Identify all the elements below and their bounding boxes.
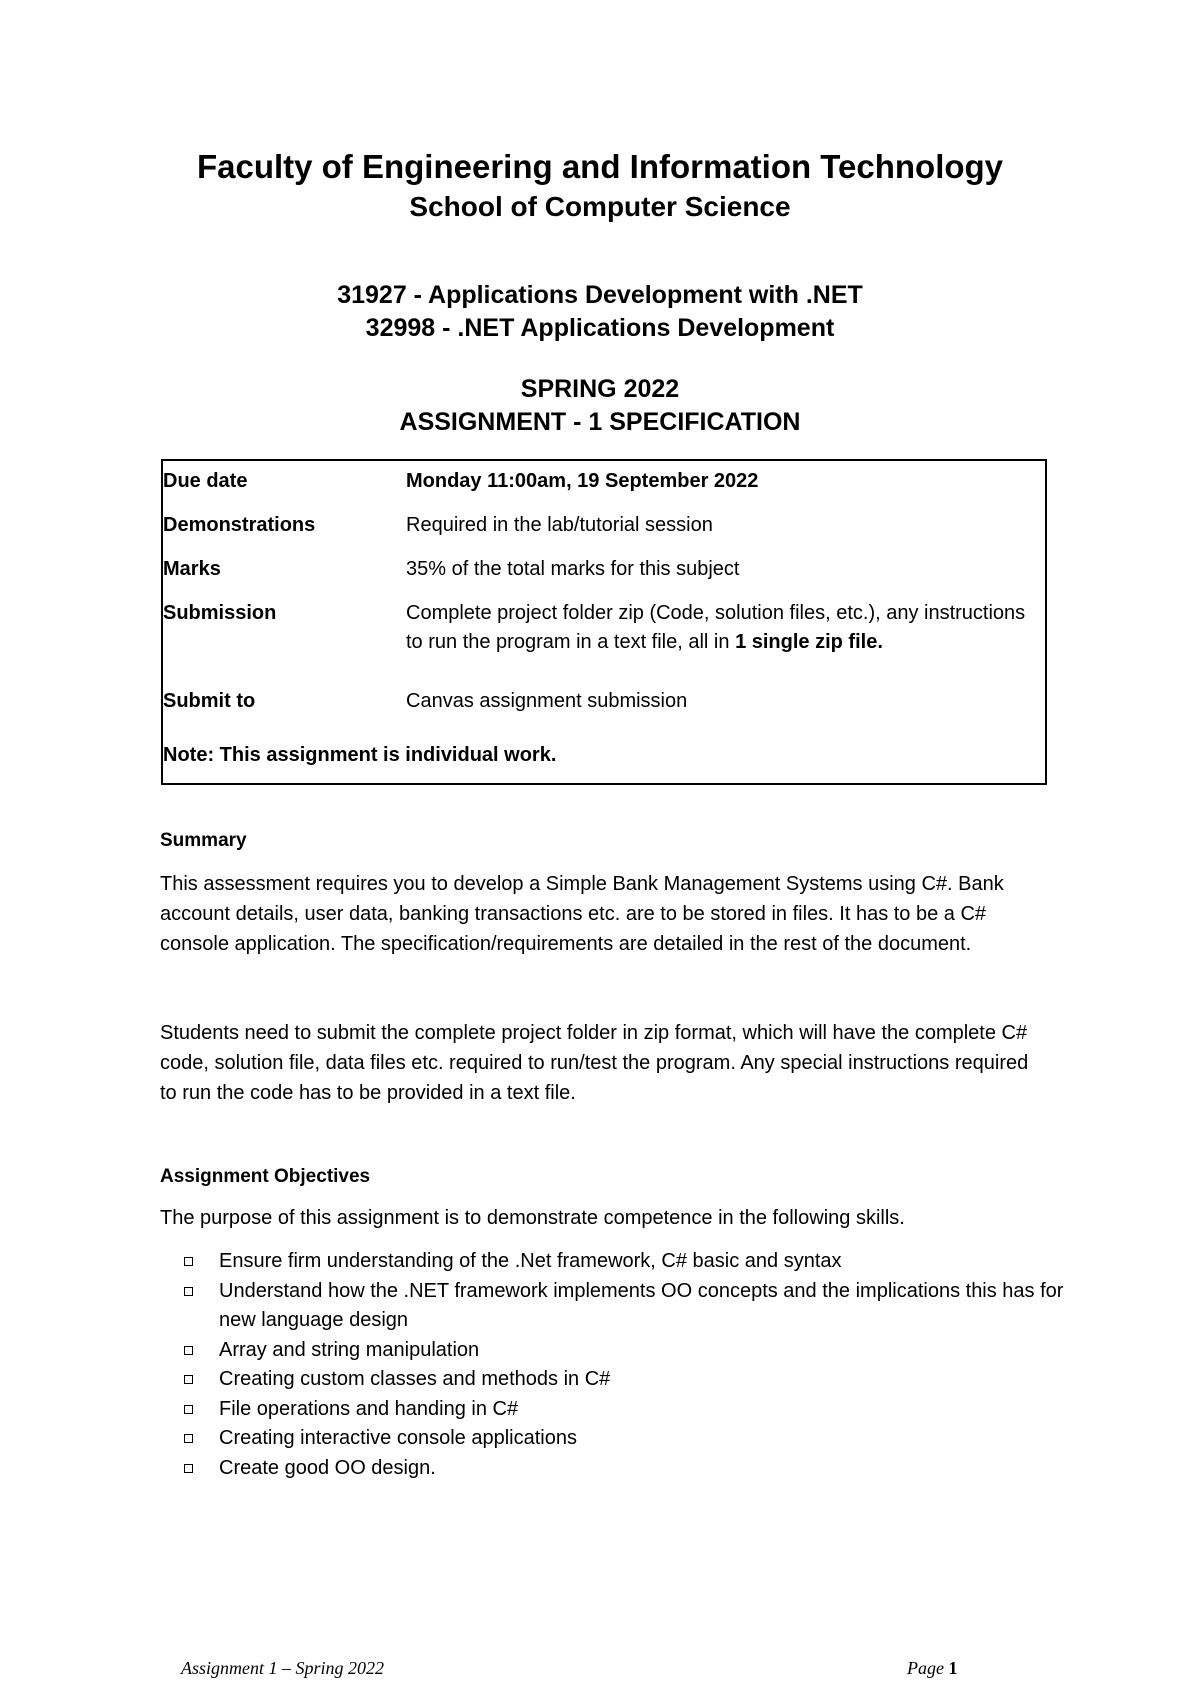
info-value: Required in the lab/tutorial session xyxy=(406,514,713,536)
objectives-heading: Assignment Objectives xyxy=(160,1166,371,1187)
objectives-intro: The purpose of this assignment is to demonstrate competence in the following skills. xyxy=(160,1207,905,1229)
subject-title-1: 31927 - Applications Development with .NET xyxy=(337,281,863,309)
summary-heading: Summary xyxy=(160,830,247,851)
info-value: Monday 11:00am, 19 September 2022 xyxy=(406,470,759,492)
list-item-text: Creating custom classes and methods in C# xyxy=(219,1368,611,1390)
spec-title: ASSIGNMENT - 1 SPECIFICATION xyxy=(399,408,801,436)
info-value: 35% of the total marks for this subject xyxy=(406,558,740,580)
info-value-text: Complete project folder zip (Code, solution files, etc.), any instructions to run the program in a text file, all in xyxy=(406,602,1026,653)
list-item xyxy=(160,1365,1080,1395)
list-item-text: Ensure firm understanding of the .Net framework, C# basic and syntax xyxy=(219,1250,842,1272)
objectives-list xyxy=(160,1247,1080,1483)
info-label: Due date xyxy=(163,470,248,492)
info-value-bold: 1 single zip file. xyxy=(735,631,883,653)
square-bullet-icon xyxy=(184,1464,193,1473)
list-item-text: File operations and handing in C# xyxy=(219,1397,519,1420)
subject-title-2: 32998 - .NET Applications Development xyxy=(365,314,835,342)
list-item xyxy=(160,1424,1080,1454)
school-title: School of Computer Science xyxy=(409,191,791,222)
square-bullet-icon xyxy=(184,1257,193,1266)
list-item-text: Creating interactive console applications xyxy=(219,1427,577,1449)
list-item-text: Create good OO design. xyxy=(219,1456,436,1479)
list-item xyxy=(160,1277,1080,1336)
list-item xyxy=(160,1336,1080,1366)
square-bullet-icon xyxy=(184,1287,193,1296)
page-number: 1 xyxy=(948,1658,958,1678)
list-item xyxy=(160,1247,1080,1277)
individual-work-note: Note: This assignment is individual work. xyxy=(163,744,557,766)
summary-paragraph-1: This assessment requires you to develop a Simple Bank Management Systems using C#. Bank account details, user data, banking transactions etc. are to be stored in files. It has to be a C# console application. The specification/requirements are detailed in the rest of the document. xyxy=(160,873,1004,955)
info-value: Canvas assignment submission xyxy=(406,690,688,712)
square-bullet-icon xyxy=(184,1405,193,1414)
info-label: Demonstrations xyxy=(163,514,316,536)
list-item-text: Understand how the .NET framework implements OO concepts and the implications this has for new language design xyxy=(219,1279,1064,1331)
info-label: Submission xyxy=(163,602,277,624)
footer-page-number xyxy=(907,1658,957,1679)
page-label: Page xyxy=(907,1658,944,1678)
footer-assignment-label: Assignment 1 – Spring 2022 xyxy=(181,1658,385,1678)
square-bullet-icon xyxy=(184,1346,193,1355)
list-item-text: Array and string manipulation xyxy=(219,1338,480,1361)
list-item xyxy=(160,1395,1080,1425)
summary-paragraph-2: Students need to submit the complete project folder in zip format, which will have the complete C# code, solution file, data files etc. required to run/test the program. Any special instructions required to run the code has to be provided in a text file. xyxy=(160,1022,1029,1104)
square-bullet-icon xyxy=(184,1375,193,1384)
info-value xyxy=(406,599,1026,657)
semester-title: SPRING 2022 xyxy=(520,375,680,403)
assignment-info-table xyxy=(161,459,1047,785)
list-item xyxy=(160,1454,1080,1484)
info-label: Submit to xyxy=(163,690,256,712)
faculty-title: Faculty of Engineering and Information Technology xyxy=(196,148,1004,185)
info-label: Marks xyxy=(163,558,221,580)
square-bullet-icon xyxy=(184,1434,193,1443)
